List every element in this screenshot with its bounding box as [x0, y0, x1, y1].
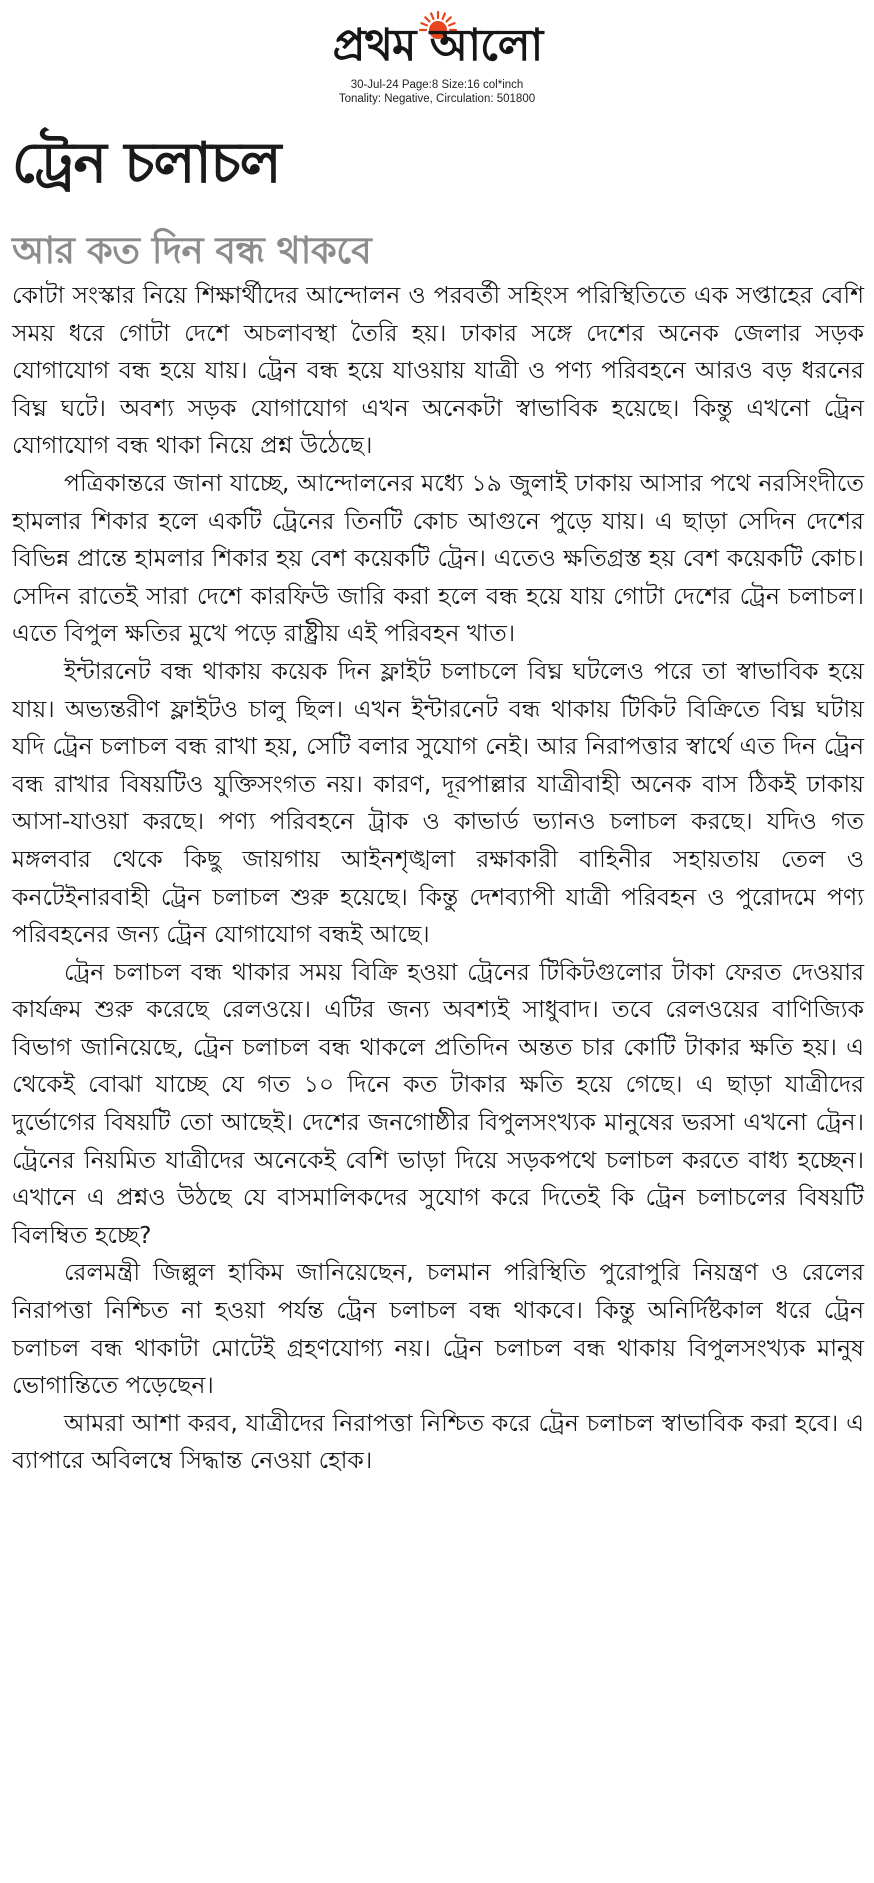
sun-ray [431, 13, 433, 19]
sun-ray [443, 13, 445, 19]
article-paragraph-5: রেলমন্ত্রী জিল্লুল হাকিম জানিয়েছেন, চলমান পরিস্থিতি পুরোপুরি নিয়ন্ত্রণ ও রেলের নিরাপত্তা নিশ্চিত না হওয়া পর্যন্ত ট্রেন চলাচল বন্ধ থাকবে। কিন্তু অনির্দিষ্টকাল ধরে ট্রেন চলাচল বন্ধ থাকাটা মোটেই গ্রহণযোগ্য নয়। ট্রেন চলাচল বন্ধ থাকায় বিপুলসংখ্যক মানুষ ভোগান্তিতে পড়েছেন। [12, 1258, 864, 1400]
article-paragraph-2: পত্রিকান্তরে জানা যাচ্ছে, আন্দোলনের মধ্যে ১৯ জুলাই ঢাকায় আসার পথে নরসিংদীতে হামলার শিকার হলে একটি ট্রেনের তিনটি কোচ আগুনে পুড়ে যায়। এ ছাড়া সেদিন দেশের বিভিন্ন প্রান্তে হামলার শিকার হয় বেশ কয়েকটি ট্রেন। এতেও ক্ষতিগ্রস্ত হয় বেশ কয়েকটি কোচ। সেদিন রাতেই সারা দেশে কারফিউ জারি করা হলে বন্ধ হয়ে যায় গোটা দেশের ট্রেন চলাচল। এতে বিপুল ক্ষতির মুখে পড়ে রাষ্ট্রীয় এই পরিবহন খাত। [12, 468, 864, 648]
logo-wordmark: প্রথম আলো [332, 20, 543, 71]
masthead [0, 6, 874, 106]
clipping-meta [0, 78, 874, 106]
article-paragraph-1: কোটা সংস্কার নিয়ে শিক্ষার্থীদের আন্দোলন ও পরবর্তী সহিংস পরিস্থিতিতে এক সপ্তাহের বেশি সময় ধরে গোটা দেশে অচলাবস্থা তৈরি হয়। ঢাকার সঙ্গে দেশের অনেক জেলার সড়ক যোগাযোগ বন্ধ হয়ে যায়। ট্রেন বন্ধ হয়ে যাওয়ায় যাত্রী ও পণ্য পরিবহনে আরও বড় ধরনের বিঘ্ন ঘটে। অবশ্য সড়ক যোগাযোগ এখন অনেকটা স্বাভাবিক হয়েছে। কিন্তু এখনো ট্রেন যোগাযোগ বন্ধ থাকা নিয়ে প্রশ্ন উঠেছে। [12, 281, 864, 460]
article-paragraph-3: ইন্টারনেট বন্ধ থাকায় কয়েক দিন ফ্লাইট চলাচলে বিঘ্ন ঘটলেও পরে তা স্বাভাবিক হয়ে যায়। অভ্যন্তরীণ ফ্লাইটও চালু ছিল। এখন ইন্টারনেট বন্ধ থাকায় টিকিট বিক্রিতে বিঘ্ন ঘটায় যদি ট্রেন চলাচল বন্ধ রাখা হয়, সেটি বলার সুযোগ নেই। আর নিরাপত্তার স্বার্থে এত দিন ট্রেন বন্ধ রাখার বিষয়টিও যুক্তিসংগত নয়। কারণ, দূরপাল্লার যাত্রীবাহী অনেক বাস ঠিকই ঢাকায় আসা-যাওয়া করছে। পণ্য পরিবহনে ট্রাক ও কাভার্ড ভ্যানও চলাচল করছে। যদিও গত মঙ্গলবার থেকে কিছু জায়গায় আইনশৃঙ্খলা রক্ষাকারী বাহিনীর সহায়তায় তেল ও কনটেইনারবাহী ট্রেন চলাচল শুরু হয়েছে। কিন্তু দেশব্যাপী যাত্রী পরিবহন ও পুরোদমে পণ্য পরিবহনের জন্য ট্রেন যোগাযোগ বন্ধই আছে। [12, 656, 864, 949]
newspaper-logo [300, 6, 575, 72]
clipping-meta-line-2: Tonality: Negative, Circulation: 501800 [338, 93, 536, 105]
article-body [12, 277, 864, 1480]
article-headline: ট্রেন চলাচল [12, 131, 281, 196]
article-paragraph-6: আমরা আশা করব, যাত্রীদের নিরাপত্তা নিশ্চিত করে ট্রেন চলাচল স্বাভাবিক করা হবে। এ ব্যাপারে অবিলম্বে সিদ্ধান্ত নেওয়া হোক। [12, 1408, 864, 1475]
article-paragraph-4: ট্রেন চলাচল বন্ধ থাকার সময় বিক্রি হওয়া ট্রেনের টিকিটগুলোর টাকা ফেরত দেওয়ার কার্যক্রম শুরু করেছে রেলওয়ে। এটির জন্য অবশ্যই সাধুবাদ। তবে রেলওয়ের বাণিজ্যিক বিভাগ জানিয়েছে, ট্রেন চলাচল বন্ধ থাকলে প্রতিদিন অন্তত চার কোটি টাকার ক্ষতি হয়। এ থেকেই বোঝা যাচ্ছে যে গত ১০ দিনে কত টাকার ক্ষতি হয়ে গেছে। এ ছাড়া যাত্রীদের দুর্ভোগের বিষয়টি তো আছেই। দেশের জনগোষ্ঠীর বিপুলসংখ্যক মানুষের ভরসা এখনো ট্রেন। ট্রেনের নিয়মিত যাত্রীদের অনেকেই বেশি ভাড়া দিয়ে সড়কপথে চলাচল করতে বাধ্য হচ্ছেন। এখানে এ প্রশ্নও উঠছে যে বাসমালিকদের সুযোগ করে দিতেই কি ট্রেন চলাচলের বিষয়টি বিলম্বিত হচ্ছে? [12, 957, 864, 1249]
article-subheadline: আর কত দিন বন্ধ থাকবে [12, 229, 372, 272]
clipping-meta-line-1: 30-Jul-24 Page:8 Size:16 col*inch [350, 79, 524, 91]
